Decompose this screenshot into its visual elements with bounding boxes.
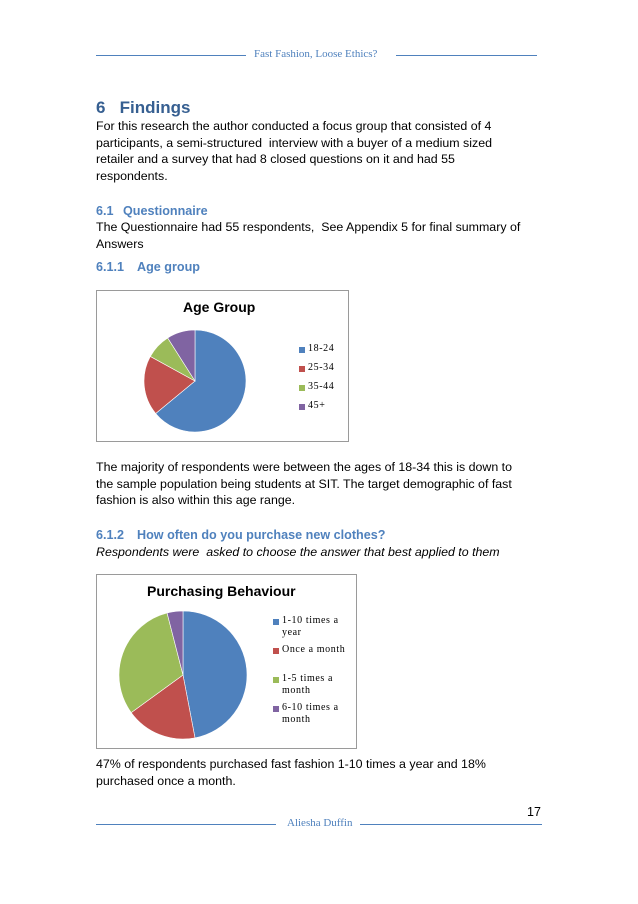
purchase-heading [96,528,385,542]
legend-label-line: 18-24 [308,343,335,354]
legend-label [282,644,345,656]
legend-label-line: month [282,685,311,696]
section-title: Age group [137,260,200,274]
age-group-chart [96,290,349,442]
section-number: 6.1.2 [96,528,125,542]
analysis-line: The majority of respondents were between the ages of 18-34 this is down to [96,460,513,474]
analysis-line: fashion is also within this age range. [96,493,296,507]
questionnaire-line: The Questionnaire had 55 respondents, See Appendix 5 for final summary of [96,220,521,234]
legend-label-line: Once a month [282,644,346,655]
legend-swatch [273,677,279,683]
section-number: 6.1.1 [96,260,125,274]
age-group-analysis [96,459,546,509]
legend-label [308,343,334,355]
purchase-analysis [96,756,546,789]
legend-label [282,673,333,697]
legend-label-line: 1-5 times a [282,673,334,684]
intro-line: retailer and a survey that had 8 closed questions on it and had 55 [96,152,455,166]
intro-line: For this research the author conducted a focus group that consisted of 4 [96,119,492,133]
analysis-line: purchased once a month. [96,773,236,788]
legend-label [282,615,339,639]
legend-swatch [299,385,305,391]
section-title: How often do you purchase new clothes? [137,528,386,542]
legend-swatch [273,619,279,625]
questionnaire-heading [96,204,208,218]
footer-rule-left [96,824,276,825]
section-number: 6.1 [96,204,114,218]
footer-author: Aliesha Duffin [287,817,353,829]
findings-heading: 6 Findings [96,98,191,117]
legend-swatch [299,366,305,372]
analysis-line: the sample population being students at SIT. The target demographic of fast [96,476,512,491]
legend-label-line: 1-10 times a [282,615,339,626]
legend-swatch [273,648,279,654]
legend-label-line: 35-44 [308,381,335,392]
chart-title: Purchasing Behaviour [147,583,296,599]
header-rule-left [96,55,246,56]
analysis-line: 47% of respondents purchased fast fashion 1-10 times a year and 18% [96,757,486,771]
legend-label [282,702,339,726]
purchasing-behaviour-chart [96,574,357,749]
legend-label [308,362,334,374]
intro-line: participants, a semi-structured interview with a buyer of a medium sized [96,135,492,150]
section-title: Questionnaire [123,204,208,218]
questionnaire-line: Answers [96,236,144,251]
header-title: Fast Fashion, Loose Ethics? [254,48,378,60]
legend-swatch [273,706,279,712]
age-group-heading [96,260,200,274]
page-number: 17 [527,805,541,819]
legend-label [308,400,325,412]
chart-title: Age Group [183,299,256,315]
legend-label [308,381,334,393]
legend-label-line: month [282,714,311,725]
intro-line: respondents. [96,168,168,183]
legend-swatch [299,347,305,353]
findings-intro [96,118,546,184]
pie-slice-1-10-times-a-year [183,611,247,738]
questionnaire-text [96,219,546,252]
legend-label-line: 45+ [308,400,326,411]
purchase-instruction: Respondents were asked to choose the answer that best applied to them [96,545,500,559]
header-rule-right [396,55,537,56]
legend-label-line: 25-34 [308,362,335,373]
legend-label-line: 6-10 times a [282,702,339,713]
legend-swatch [299,404,305,410]
legend-label-line: year [282,627,302,638]
footer-rule-right [360,824,542,825]
